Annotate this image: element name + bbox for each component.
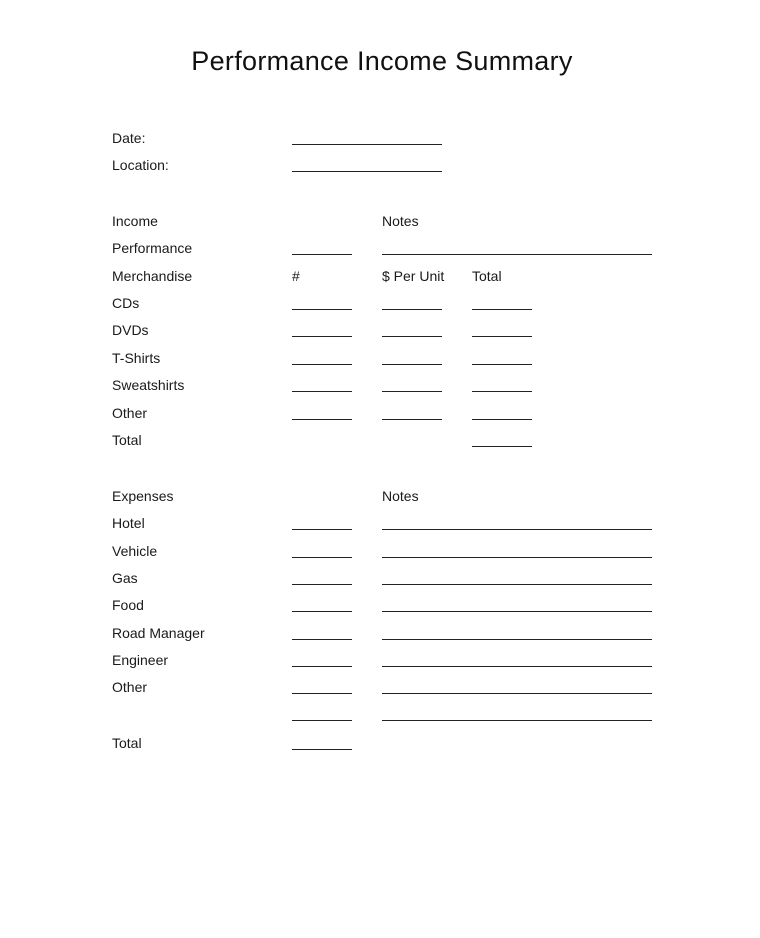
merch-item-label: Sweatshirts: [112, 377, 185, 393]
expense-item-label: Hotel: [112, 515, 145, 531]
merch-count-line[interactable]: [292, 391, 352, 392]
expense-item-label: Gas: [112, 570, 138, 586]
expense-notes-line[interactable]: [382, 611, 652, 612]
merch-item-label: T-Shirts: [112, 350, 161, 366]
expense-amount-line[interactable]: [292, 720, 352, 721]
expense-amount-line[interactable]: [292, 584, 352, 585]
expense-notes-line[interactable]: [382, 666, 652, 667]
expense-amount-line[interactable]: [292, 557, 352, 558]
date-label: Date:: [112, 130, 146, 146]
expenses-notes-header: Notes: [382, 488, 419, 504]
form-title: Performance Income Summary: [191, 46, 573, 76]
performance-label: Performance: [112, 240, 193, 256]
merch-per-unit-line[interactable]: [382, 419, 442, 420]
expense-notes-line[interactable]: [382, 584, 652, 585]
expense-notes-line[interactable]: [382, 693, 652, 694]
merch-per-unit-line[interactable]: [382, 309, 442, 310]
expense-amount-line[interactable]: [292, 666, 352, 667]
date-field-line[interactable]: [292, 144, 442, 145]
income-heading: Income: [112, 213, 158, 229]
expense-notes-line[interactable]: [382, 720, 652, 721]
expense-item-label: Engineer: [112, 652, 169, 668]
merchandise-label: Merchandise: [112, 268, 193, 284]
merch-per-unit-line[interactable]: [382, 336, 442, 337]
expenses-total-label: Total: [112, 735, 142, 751]
total-column-header: Total: [472, 268, 502, 284]
merch-item-label: DVDs: [112, 322, 149, 338]
merch-count-line[interactable]: [292, 336, 352, 337]
expense-notes-line[interactable]: [382, 557, 652, 558]
expenses-total-line[interactable]: [292, 749, 352, 750]
merch-per-unit-line[interactable]: [382, 364, 442, 365]
location-label: Location:: [112, 157, 169, 173]
merch-total-line[interactable]: [472, 419, 532, 420]
income-total-line[interactable]: [472, 446, 532, 447]
expense-notes-line[interactable]: [382, 639, 652, 640]
merch-total-line[interactable]: [472, 364, 532, 365]
performance-notes-line[interactable]: [382, 254, 652, 255]
expense-item-label: Vehicle: [112, 543, 158, 559]
expenses-heading: Expenses: [112, 488, 174, 504]
merch-item-label: CDs: [112, 295, 140, 311]
expense-item-label: Food: [112, 597, 144, 613]
merch-item-label: Other: [112, 405, 148, 421]
per-unit-column-header: $ Per Unit: [382, 268, 445, 284]
performance-amount-line[interactable]: [292, 254, 352, 255]
income-notes-header: Notes: [382, 213, 419, 229]
merch-count-line[interactable]: [292, 309, 352, 310]
expense-amount-line[interactable]: [292, 693, 352, 694]
merch-per-unit-line[interactable]: [382, 391, 442, 392]
location-field-line[interactable]: [292, 171, 442, 172]
merch-total-line[interactable]: [472, 391, 532, 392]
expense-item-label: Other: [112, 679, 148, 695]
income-total-label: Total: [112, 432, 142, 448]
expense-amount-line[interactable]: [292, 639, 352, 640]
expense-amount-line[interactable]: [292, 611, 352, 612]
merch-total-line[interactable]: [472, 309, 532, 310]
count-column-header: #: [292, 268, 300, 284]
merch-count-line[interactable]: [292, 419, 352, 420]
expense-amount-line[interactable]: [292, 529, 352, 530]
merch-total-line[interactable]: [472, 336, 532, 337]
expense-notes-line[interactable]: [382, 529, 652, 530]
merch-count-line[interactable]: [292, 364, 352, 365]
expense-item-label: Road Manager: [112, 625, 205, 641]
